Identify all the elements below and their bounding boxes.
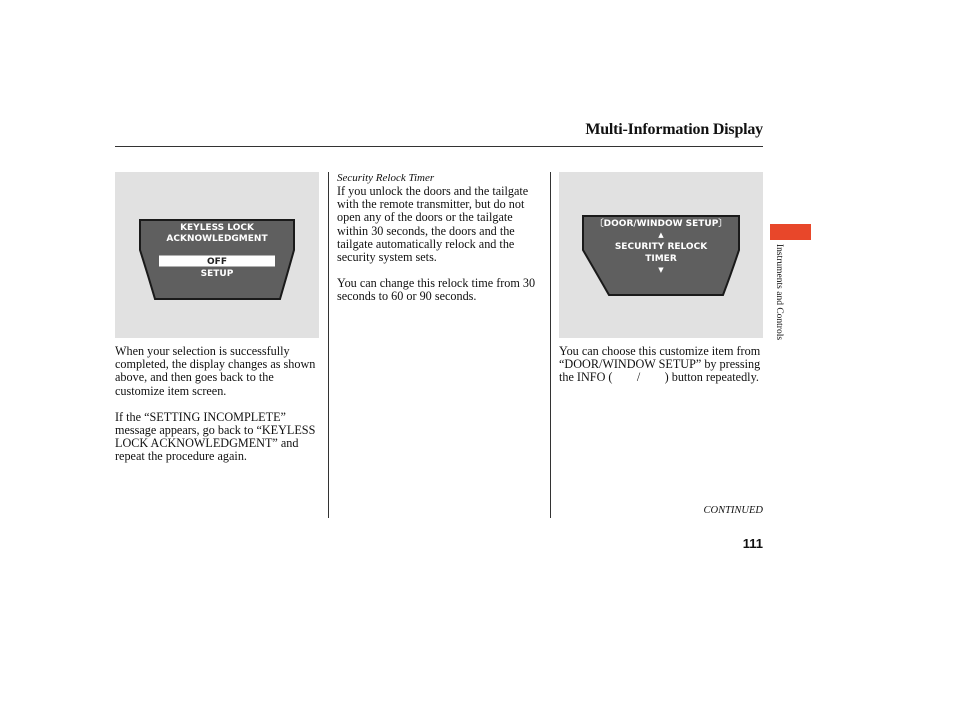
middle-paragraph: You can change this relock time from 30 seconds to 60 or 90 seconds. [337, 276, 536, 304]
section-heading: Security Relock Timer [337, 172, 435, 184]
display-line-acknowledgment: ACKNOWLEDGMENT [166, 234, 268, 244]
display-line-door-window-setup: 〔DOOR/WINDOW SETUP〕 [594, 219, 728, 229]
display-line-timer: TIMER [645, 254, 677, 264]
middle-column-text [337, 172, 542, 317]
door-window-setup-display-illustration [559, 172, 763, 338]
left-paragraph: If the “SETTING INCOMPLETE” message appears, go back to “KEYLESS LOCK ACKNOWLEDGMENT” and repeat the procedure again. [115, 409, 316, 464]
right-column-text [559, 345, 764, 398]
arrow-down-icon: ▼ [658, 266, 664, 274]
page-number: 111 [742, 536, 763, 551]
right-paragraph: You can choose this customize item from “DOOR/WINDOW SETUP” by pressing the INFO ( / ) button repeatedly. [559, 344, 761, 385]
door-window-setup-display-panel [559, 172, 763, 338]
arrow-up-icon: ▲ [658, 231, 664, 239]
keyless-lock-display-panel [115, 172, 319, 338]
middle-paragraph: If you unlock the doors and the tailgate with the remote transmitter, but do not open any of the doors or the tailgate within 30 seconds, the doors and the tailgate automatically relock and the security system sets. [337, 184, 529, 265]
section-side-label [772, 244, 784, 374]
column-divider [550, 172, 551, 518]
left-paragraph: When your selection is successfully completed, the display changes as shown above, and then goes back to the customize item screen. [115, 344, 316, 398]
column-divider [328, 172, 329, 518]
display-line-keyless-lock: KEYLESS LOCK [180, 223, 254, 233]
display-highlight-off: OFF [207, 257, 227, 267]
left-column-text [115, 345, 320, 477]
page-title: Multi-Information Display [585, 121, 763, 138]
continued-label: CONTINUED [703, 505, 763, 516]
header-rule [115, 146, 763, 147]
section-side-label-text: Instruments and Controls [774, 244, 784, 341]
section-tab [770, 224, 811, 240]
keyless-lock-display-illustration [115, 172, 319, 338]
display-line-security-relock: SECURITY RELOCK [614, 242, 708, 252]
display-line-setup: SETUP [200, 269, 234, 279]
